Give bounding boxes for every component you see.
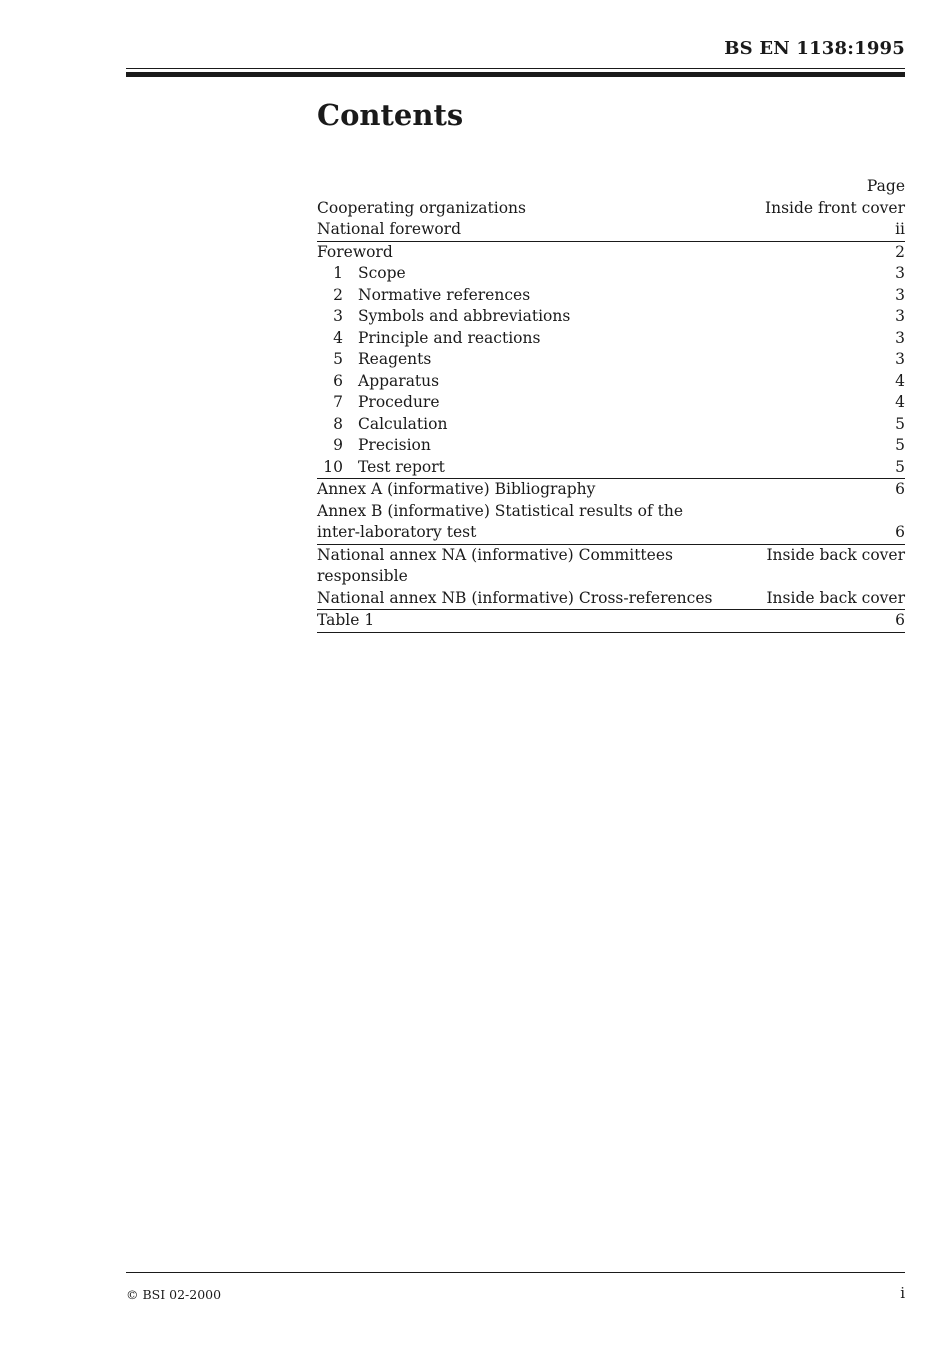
page-number: i: [900, 1284, 905, 1302]
toc-clause[interactable]: [317, 328, 905, 350]
toc-entry[interactable]: [317, 198, 905, 220]
toc-entry-page: 3: [895, 264, 905, 282]
toc-entry-label-line1: Annex B (informative) Statistical results of the: [317, 501, 683, 520]
toc-entry-label: National foreword: [317, 220, 462, 238]
toc-entry-page: 2: [895, 242, 905, 261]
toc-entry-label: Cooperating organizations: [317, 198, 526, 217]
toc-entry-label: National annex NA (informative) Committees responsible: [317, 545, 673, 585]
toc-entry-page: Inside back cover: [766, 545, 905, 564]
toc-entry-label: Apparatus: [358, 371, 440, 390]
toc-entry-label: Precision: [358, 436, 431, 454]
toc-entry-foreword[interactable]: [317, 242, 905, 264]
toc-annex[interactable]: [317, 501, 905, 545]
toc-clause[interactable]: [317, 349, 905, 371]
toc-entry-label: [317, 501, 895, 544]
toc-entry-page: 4: [895, 371, 905, 390]
toc-entry-label: National annex NB (informative) Cross-references: [317, 588, 713, 607]
document-id: BS EN 1138:1995: [724, 38, 905, 59]
toc-entry-label: Calculation: [358, 414, 448, 433]
toc-clause[interactable]: [317, 371, 905, 393]
toc-entry-label-line2: inter-laboratory test: [317, 523, 477, 541]
toc-clause[interactable]: [317, 414, 905, 436]
copyright-notice: © BSI 02-2000: [126, 1287, 222, 1302]
clause-number: 1: [333, 264, 343, 282]
toc-entry-label: Foreword: [317, 242, 393, 261]
toc-entry-label: Annex A (informative) Bibliography: [317, 480, 596, 498]
toc-entry-page: 6: [895, 523, 905, 541]
table-of-contents: [317, 176, 905, 633]
toc-entry-page: 5: [895, 414, 905, 433]
toc-entry-page: 6: [895, 480, 905, 498]
toc-entry-label: Test report: [358, 457, 445, 476]
toc-entry-label: Table 1: [317, 611, 375, 629]
toc-national-annex[interactable]: [317, 588, 905, 611]
toc-entry-label: Principle and reactions: [358, 328, 541, 347]
toc-clause[interactable]: [317, 263, 905, 285]
toc-entry-page: Inside front cover: [764, 198, 905, 217]
toc-entry-page: 5: [895, 436, 905, 454]
toc-entry-label: Normative references: [358, 285, 531, 304]
toc-annex[interactable]: [317, 479, 905, 501]
clause-number: 2: [333, 285, 343, 304]
toc-entry-page: Inside back cover: [766, 588, 905, 607]
toc-entry-page: 5: [895, 457, 905, 476]
toc-clause[interactable]: [317, 285, 905, 307]
header-rule-thick: [126, 72, 905, 77]
toc-entry-page: 3: [895, 350, 905, 368]
clause-number: 5: [333, 350, 343, 368]
toc-national-annex[interactable]: [317, 545, 905, 588]
toc-entry-label: Procedure: [358, 393, 440, 411]
header-rule-thin: [126, 68, 905, 69]
clause-number: 9: [333, 436, 343, 454]
toc-table-entry[interactable]: [317, 610, 905, 633]
toc-entry-page: 3: [895, 285, 905, 304]
toc-clause[interactable]: [317, 457, 905, 480]
clause-number: 7: [333, 393, 343, 411]
clause-number: 6: [333, 371, 343, 390]
clause-number: 3: [333, 307, 343, 325]
toc-clause[interactable]: [317, 435, 905, 457]
clause-number: 4: [333, 328, 343, 347]
toc-entry-label: Reagents: [358, 350, 432, 368]
toc-entry-page: ii: [895, 220, 905, 238]
toc-entry-page: 6: [895, 611, 905, 629]
toc-entry-page: 4: [895, 393, 905, 411]
toc-entry[interactable]: [317, 219, 905, 242]
toc-entry-page: 3: [895, 307, 905, 325]
toc-entry-label: Symbols and abbreviations: [358, 307, 571, 325]
toc-clause[interactable]: [317, 392, 905, 414]
toc-page-header-row: [317, 176, 905, 198]
toc-entry-label: Scope: [358, 264, 406, 282]
clause-number: 8: [333, 414, 343, 433]
page-title: Contents: [317, 98, 464, 132]
footer-rule: [126, 1272, 905, 1273]
clause-number: 10: [323, 457, 343, 476]
toc-clause[interactable]: [317, 306, 905, 328]
page-column-header: Page: [866, 177, 905, 195]
toc-entry-page: 3: [895, 328, 905, 347]
